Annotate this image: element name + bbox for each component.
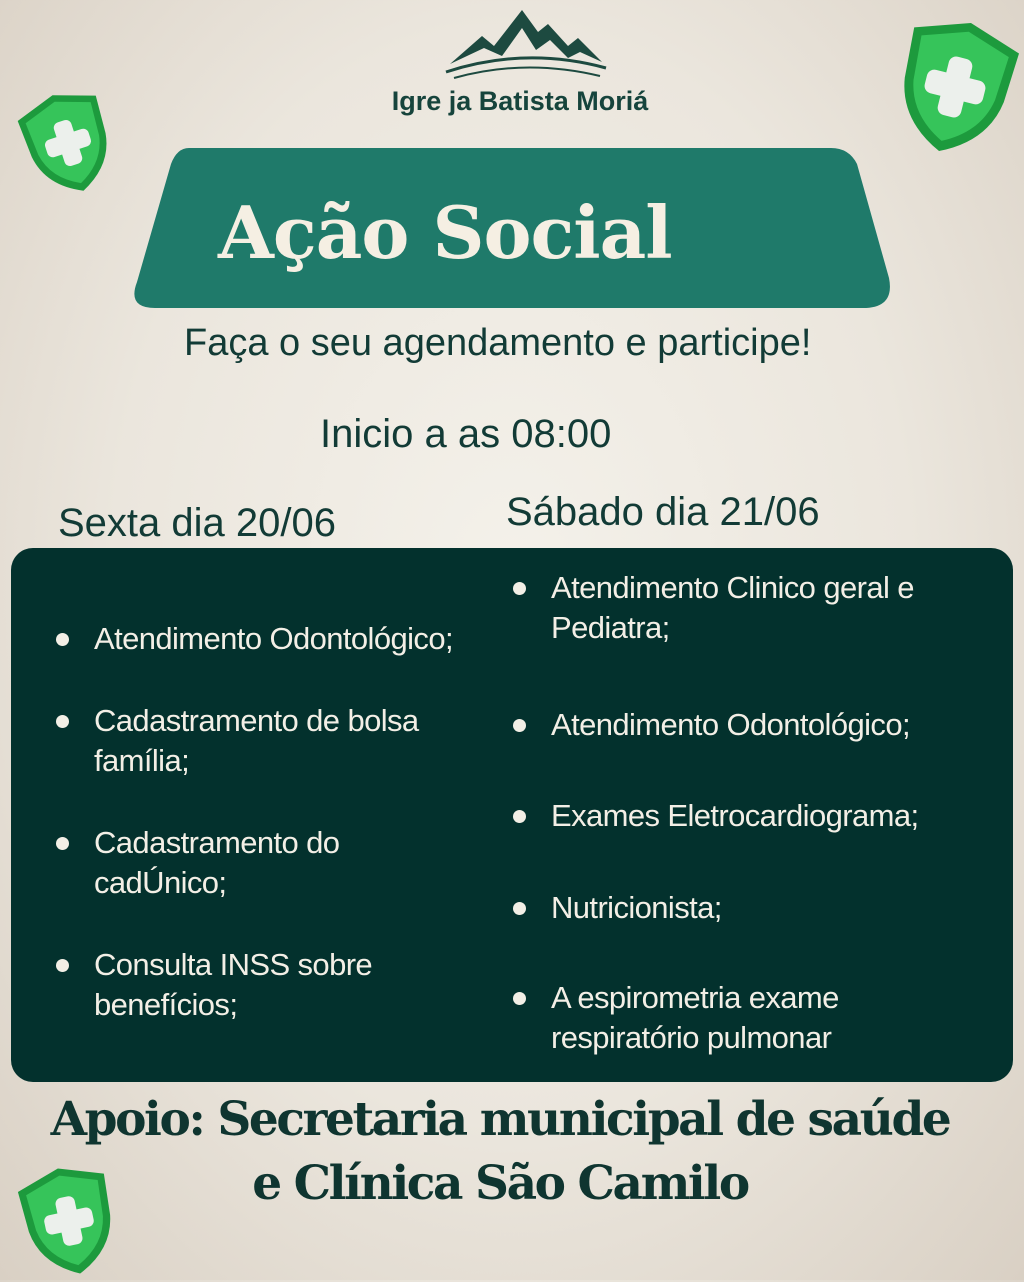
- saturday-heading: Sábado dia 21/06: [506, 490, 820, 534]
- list-item: Cadastramento de bolsa família;: [56, 701, 494, 781]
- list-item: Cadastramento do cadÚnico;: [56, 823, 404, 903]
- list-item: Atendimento Clinico geral e Pediatra;: [513, 568, 1011, 648]
- mountain-logo-icon: [440, 6, 610, 84]
- support-line-1: Apoio: Secretaria municipal de saúde: [50, 1092, 950, 1147]
- list-item: Consulta INSS sobre benefícios;: [56, 945, 434, 1025]
- services-panel: [11, 548, 1013, 1082]
- list-item: Atendimento Odontológico;: [513, 705, 1011, 745]
- church-name: Igre ja Batista Moriá: [391, 86, 649, 116]
- friday-heading: Sexta dia 20/06: [58, 501, 336, 545]
- list-item: Exames Eletrocardiograma;: [513, 796, 1011, 836]
- list-item: Atendimento Odontológico;: [56, 619, 534, 659]
- list-item: A espirometria exame respiratório pulmonar: [513, 978, 921, 1058]
- support-line-2: e Clínica São Camilo: [252, 1156, 748, 1211]
- subtitle: Faça o seu agendamento e participe!: [184, 322, 812, 364]
- start-time: Inicio a as 08:00: [320, 412, 612, 456]
- list-item: Nutricionista;: [513, 888, 1011, 928]
- event-title: Ação Social: [218, 190, 672, 275]
